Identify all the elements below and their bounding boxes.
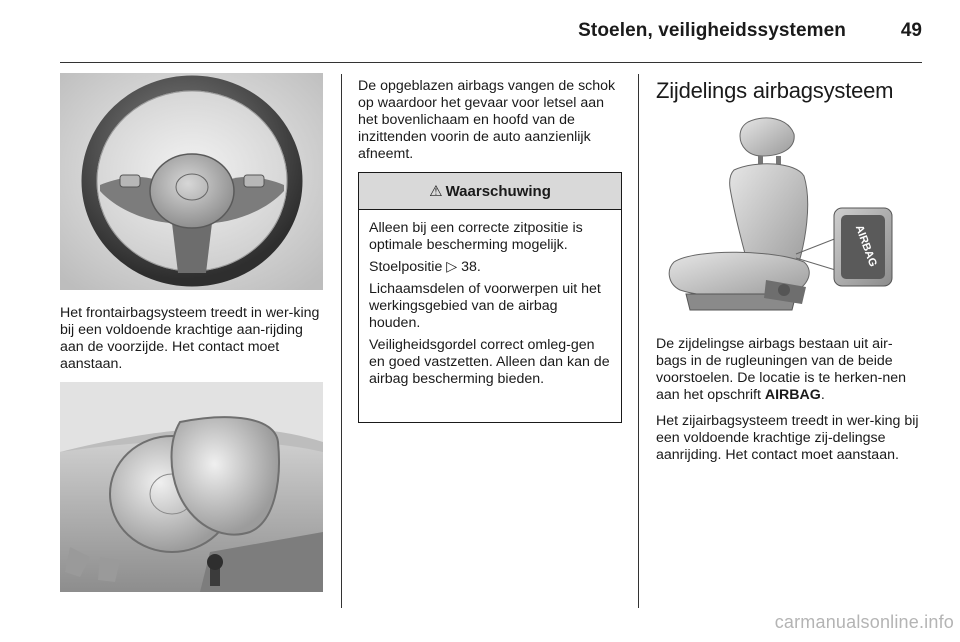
airbag-seat-label: AIRBAG	[852, 223, 879, 269]
side-airbag-location-text: De zijdelingse airbags bestaan uit air-bags in de rugleuningen van de beide voorstoelen. De locatie is te herken-nen aan het opschrift	[656, 336, 906, 403]
warning-line-seat-position-reference: Stoelpositie ▷ 38.	[369, 259, 481, 275]
side-airbag-trigger-paragraph: Het zijairbagsysteem treedt in wer-king bij een voldoende krachtige zij-delingse aanrijding. Het contact moet aanstaan.	[656, 413, 919, 463]
warning-line: Veiligheidsgordel correct omleg-gen en goed vastzetten. Alleen dan kan de airbag bescherming bieden.	[369, 337, 610, 387]
sentence-end-punctuation: .	[820, 387, 825, 403]
warning-triangle-icon: ⚠	[429, 183, 443, 200]
seat-side-airbag-illustration	[656, 112, 922, 322]
steering-wheel-illustration	[60, 73, 323, 290]
page-header-title: Stoelen, veiligheidssystemen	[578, 20, 846, 41]
side-airbag-location-paragraph	[656, 336, 922, 404]
header-rule	[60, 62, 922, 63]
front-airbag-paragraph: Het frontairbagsysteem treedt in wer-king bij een voldoende krachtige aan-rijding aan de voorzijde. Het contact moet aanstaan.	[60, 305, 320, 372]
airbag-label-emphasis: AIRBAG	[764, 387, 821, 403]
column-divider-left	[341, 74, 342, 608]
warning-header	[359, 173, 621, 210]
warning-line: Alleen bij een correcte zitpositie is optimale bescherming mogelijk.	[369, 220, 583, 253]
section-heading: Zijdelings airbagsysteem	[656, 78, 894, 103]
warning-line: Lichaamsdelen of voorwerpen uit het werkingsgebied van de airbag houden.	[369, 281, 601, 331]
page-number: 49	[900, 20, 922, 41]
column-divider-right	[638, 74, 639, 608]
inflated-airbags-paragraph: De opgeblazen airbags vangen de schok op waardoor het gevaar voor letsel aan het bovenlichaam en hoofd van de inzittenden voorin de auto aanzienlijk afneemt.	[358, 78, 616, 162]
warning-box	[358, 172, 622, 423]
warning-title: Waarschuwing	[445, 182, 551, 200]
warning-body	[359, 210, 621, 388]
front-airbags-inflated-illustration	[60, 382, 323, 592]
site-watermark: carmanualsonline.info	[774, 612, 954, 632]
